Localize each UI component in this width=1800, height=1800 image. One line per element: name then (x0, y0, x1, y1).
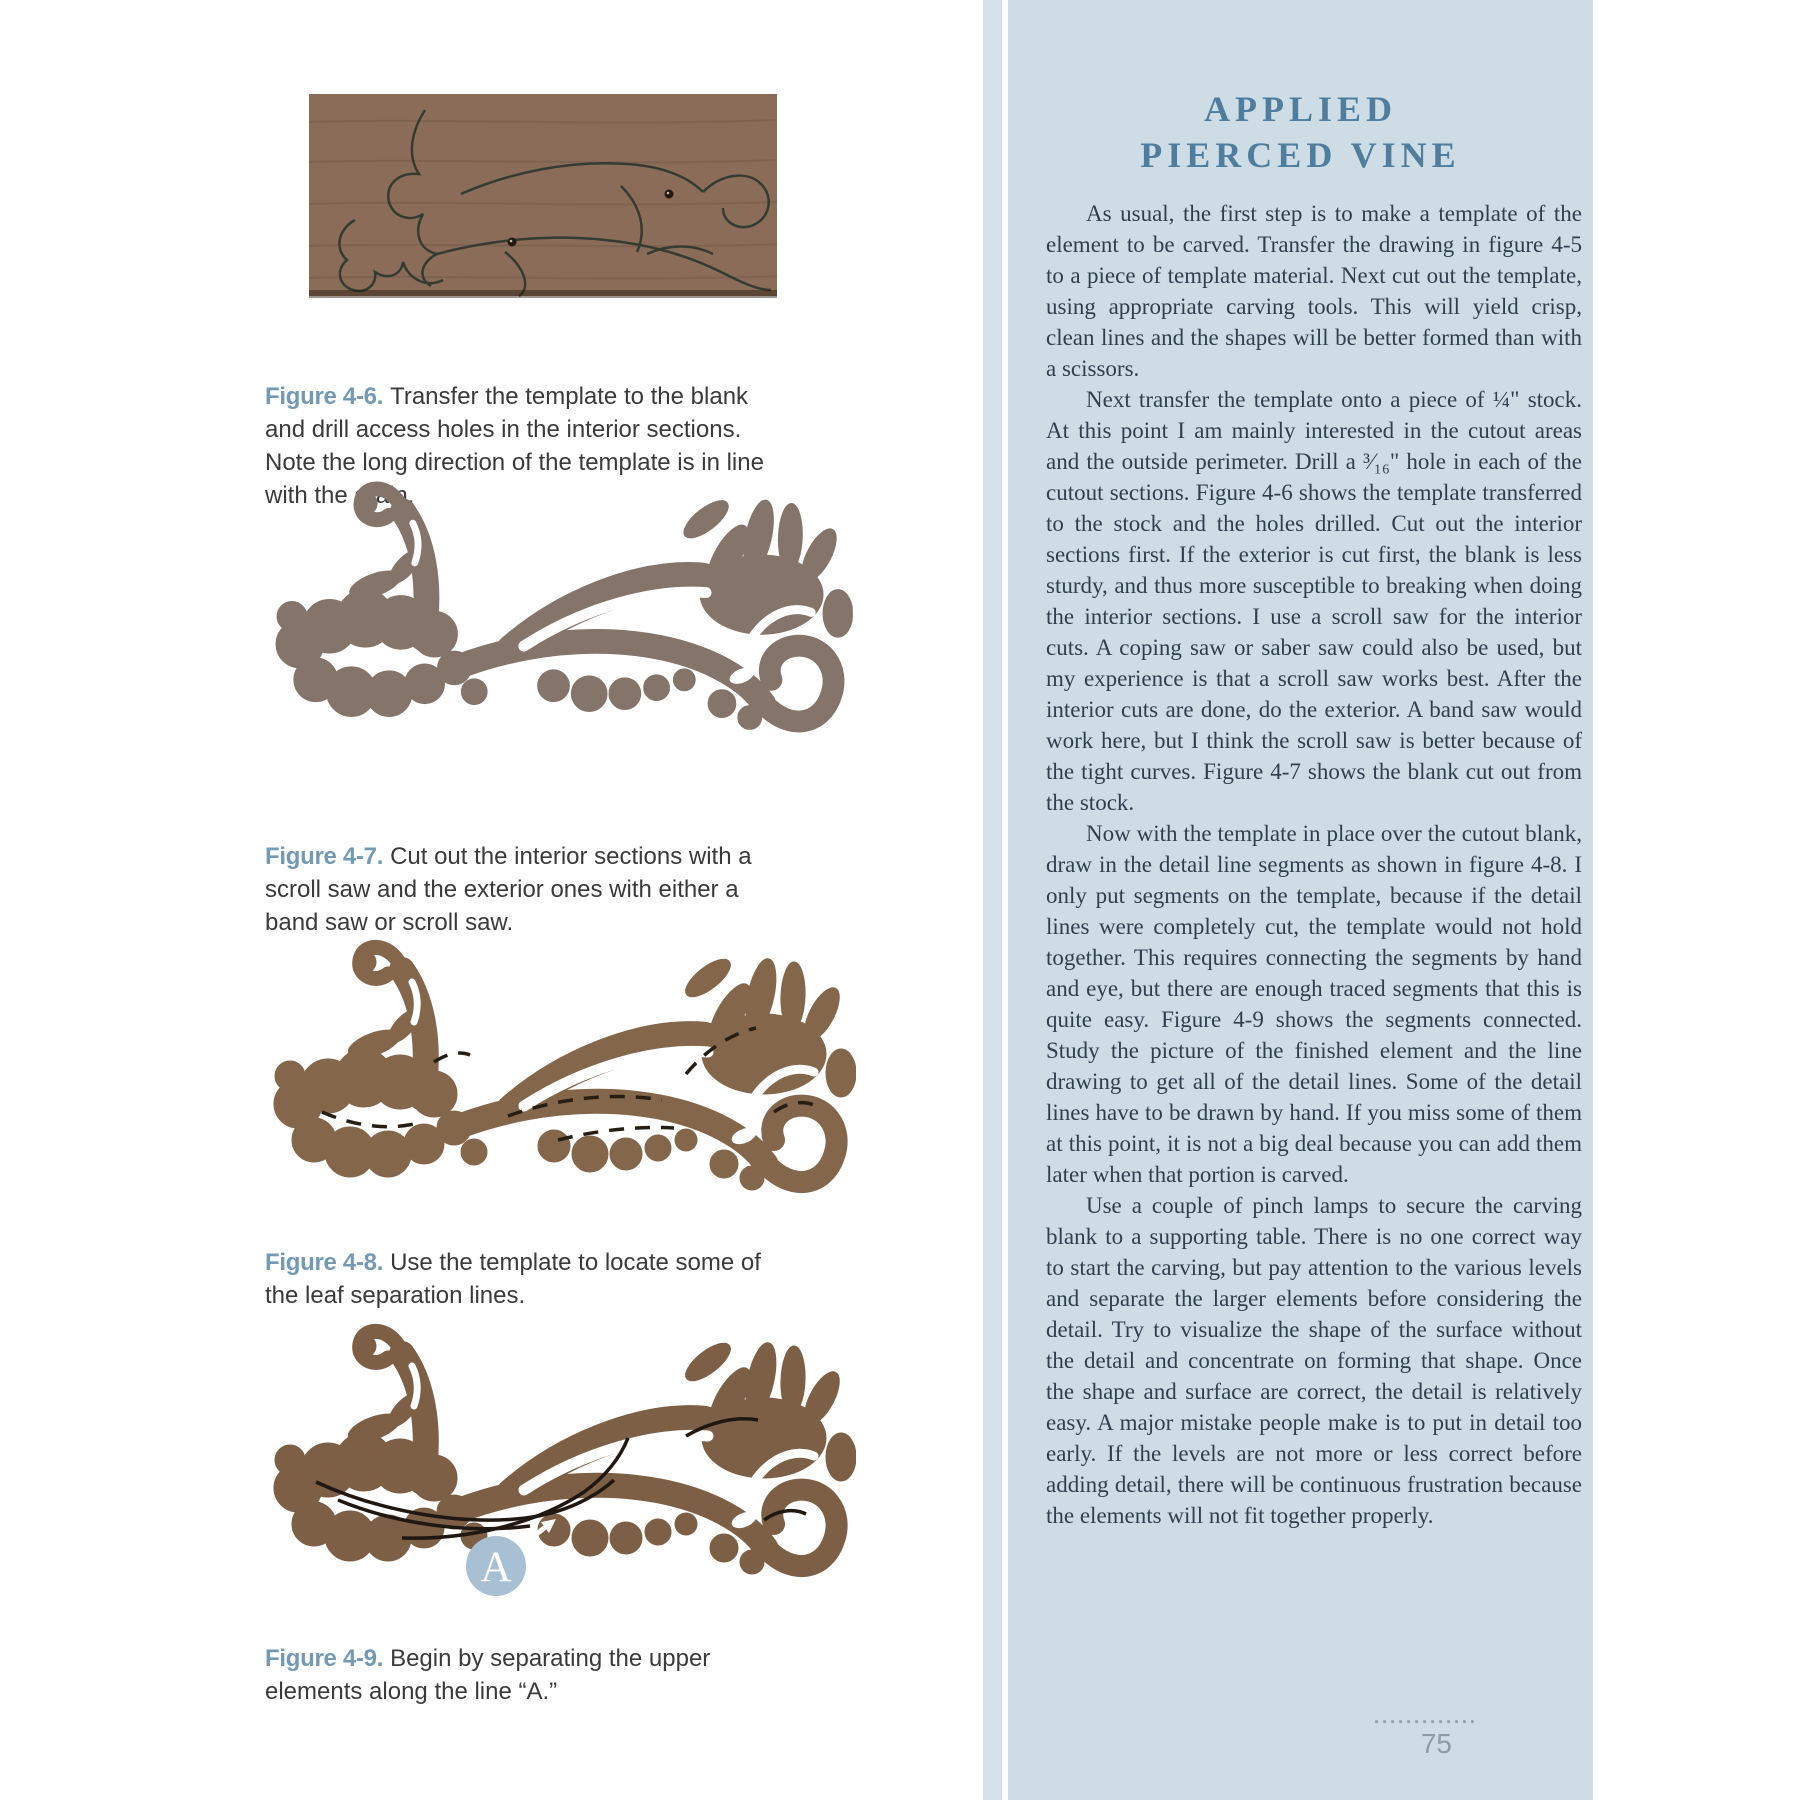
figure-4-7-photo (258, 440, 853, 767)
figure-4-9-photo (256, 1282, 856, 1612)
cutout-blank (276, 489, 853, 729)
board-edge-shadow (309, 290, 777, 298)
article-title-line1: APPLIED (1203, 89, 1397, 129)
panel-accent-strip (983, 0, 1002, 1800)
dotted-leader: ············· (1374, 1712, 1478, 1732)
paragraph: Next transfer the template onto a piece of ¼" stock. At this point I am mainly interested in the cutout areas and the outside perimeter. Drill a ³⁄₁₆" hole in each of the cutout sections. Figure 4-6 shows the template transferred to the stock and the holes drilled. Cut out the interior sections first. If the exterior is cut first, the blank is less sturdy, and thus more susceptible to breaking when doing the interior sections. I use a scroll saw for the interior cuts. A coping saw or saber saw could also be used, but my experience is that a scroll saw works best. After the interior cuts are done, do the exterior. A band saw would work here, but I think the scroll saw is better because of the tight curves. Figure 4-7 shows the blank cut out from the stock. (1046, 387, 1582, 815)
article-body (1046, 198, 1582, 1531)
figure-4-9-label: Figure 4-9. (265, 1645, 384, 1672)
paragraph: Now with the template in place over the cutout blank, draw in the detail line segments as shown in figure 4-8. I only put segments on the template, because if the detail lines were completely cut, the template would not hold together. This requires connecting the segments by hand and eye, but there are enough traced segments that this is quite easy. Figure 4-9 shows the segments connected. Study the picture of the finished element and the line drawing to get all of the detail lines. Some of the detail lines have to be drawn by hand. If you miss some of them at this point, it is not a big deal because you can add them later when that portion is carved. (1046, 821, 1582, 1187)
figure-4-6-caption-text: Transfer the template to the blank and drill access holes in the interior sections. Note the long direction of the template is in line with the grain. (265, 383, 764, 509)
figure-4-8-photo (256, 898, 856, 1228)
figure-4-8-label: Figure 4-8. (265, 1249, 384, 1276)
paragraph: As usual, the first step is to make a template of the element to be carved. Transfer the drawing in figure 4-5 to a piece of template material. Next cut out the template, using appropriate carving tools. This will yield crisp, clean lines and the shapes will be better formed than with a scissors. (1046, 201, 1582, 381)
figure-4-8-caption-text: Use the template to locate some of the leaf separation lines. (265, 1249, 761, 1309)
article-title (1008, 86, 1593, 178)
figure-4-9-caption (265, 1642, 770, 1708)
figure-4-7-caption-text: Cut out the interior sections with a scroll saw and the exterior ones with either a band saw or scroll saw. (265, 843, 752, 936)
cutout-blank (274, 1331, 856, 1574)
article-title-line2: PIERCED VINE (1140, 135, 1461, 175)
cutout-blank (274, 947, 856, 1190)
figure-4-9-caption-text: Begin by separating the upper elements along the line “A.” (265, 1645, 711, 1705)
figure-4-6-photo (309, 94, 777, 302)
figure-4-6-label: Figure 4-6. (265, 383, 384, 410)
paragraph: Use a couple of pinch lamps to secure the carving blank to a supporting table. There is no one correct way to start the carving, but pay attention to the various levels and separate the larger elements before considering the detail. Try to visualize the shape of the surface without the detail and concentrate on forming that shape. Once the shape and surface are correct, the detail is relatively easy. A major mistake people make is to put in detail too early. If the levels are not more or less correct before adding detail, there will be continuous frustration because the elements will not fit together properly. (1046, 1193, 1582, 1528)
figure-4-7-label: Figure 4-7. (265, 843, 384, 870)
a-badge-letter: A (480, 1544, 512, 1591)
page-number: 75 (1420, 1728, 1452, 1759)
